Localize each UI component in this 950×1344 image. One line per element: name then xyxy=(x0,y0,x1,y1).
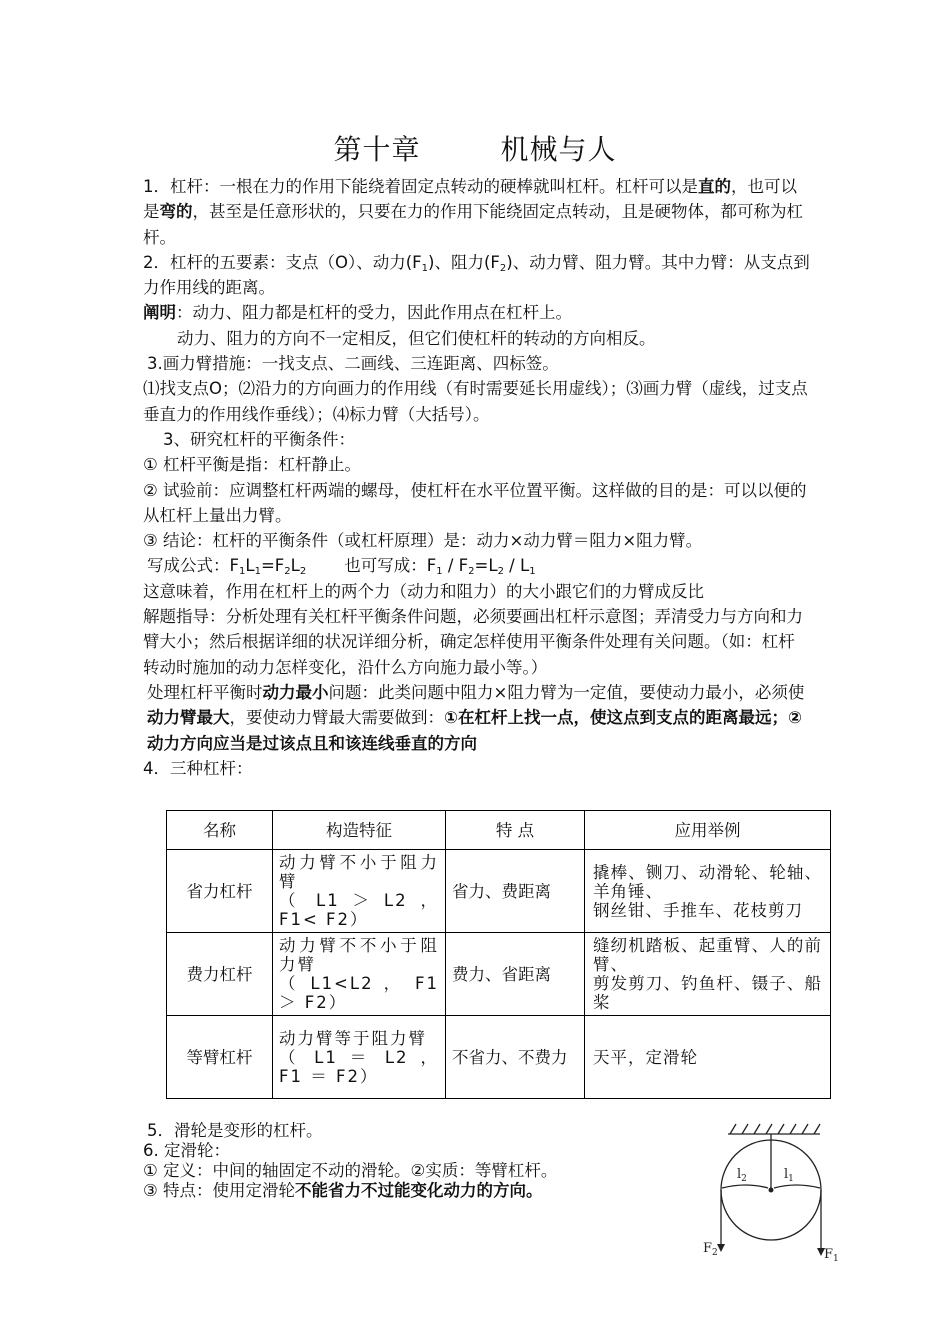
solving-guide: 解题指导：分析处理有关杠杆平衡条件问题，必须要画出杠杆示意图；弄清受力与方向和力臂大小；然后根据详细的状况详细分析，确定怎样使用平衡条件处理有关问题。（如：杠杆转动时施加的动力怎样变化，沿什么方向施力最小等。） xyxy=(143,607,803,677)
pulley-lever-note: 5．滑轮是变形的杠杆。 xyxy=(147,1121,323,1140)
table-header-row xyxy=(167,811,831,850)
lever-feature: 费力、省距离 xyxy=(446,933,585,1016)
lever-types-table xyxy=(166,810,831,1099)
minimum-force-rule: 处理杠杆平衡时动力最小问题：此类问题中阻力×阻力臂为一定值，要使动力最小，必须使动力臂最大，要使动力臂最大需要做到：①在杠杆上找一点，使这点到支点的距离最远；②动力方向应当是过该点且和该连线垂直的方向 xyxy=(147,682,805,753)
fixed-pulley-heading: 6. 定滑轮： xyxy=(143,1141,230,1160)
arm-drawing-heading: 3.画力臂措施：一找支点、二画线、三连距离、四标签。 xyxy=(147,354,559,374)
balance-formula: 写成公式：$F_1L_1=F_2L_2$ 也可写成：$F_1 / F_2=L_2 / L_1$ xyxy=(147,556,536,578)
lever-examples: 撬棒、铡刀、动滑轮、轮轴、羊角锤、 钢丝钳、手推车、花枝剪刀 xyxy=(585,850,831,933)
chapter-name: 机械与人 xyxy=(500,133,617,166)
body-text xyxy=(143,174,811,781)
lever-structure: 动力臂不小于阻力臂 （ L1 ＞ L2 ， F1< F2） xyxy=(273,850,446,933)
table-row xyxy=(167,933,831,1016)
arm-l1-label: $l_1$ xyxy=(784,1167,794,1184)
explanation-line-2: 动力、阻力的方向不一定相反，但它们使杠杆的转动的方向相反。 xyxy=(177,328,656,348)
fixed-pulley-diagram xyxy=(700,1118,850,1268)
lever-name: 费力杠杆 xyxy=(167,933,273,1016)
header-use: 应用举例 xyxy=(585,811,831,850)
table-row xyxy=(167,1016,831,1099)
explanation-line-1: 阐明：动力、阻力都是杠杆的受力，因此作用点在杠杆上。 xyxy=(143,303,572,323)
inverse-proportion-note: 这意味着，作用在杠杆上的两个力（动力和阻力）的大小跟它们的力臂成反比 xyxy=(143,581,704,601)
pulley-section xyxy=(143,1121,723,1201)
lever-definition: 1．杠杆：一根在力的作用下能绕着固定点转动的硬棒就叫杠杆。杠杆可以是直的，也可以是弯的，甚至是任意形状的，只要在力的作用下能绕固定点转动，且是硬物体，都可称为杠杆。 xyxy=(143,177,803,247)
lever-examples: 缝纫机踏板、起重臂、人的前臂、 剪发剪刀、钓鱼杆、镊子、船桨 xyxy=(585,933,831,1016)
research-item-2: ② 试验前：应调整杠杆两端的螺母，使杠杆在水平位置平衡。这样做的目的是：可以以便的从杠杆上量出力臂。 xyxy=(143,480,807,525)
header-name: 名称 xyxy=(167,811,273,850)
chapter-title xyxy=(0,128,950,168)
lever-feature: 不省力、不费力 xyxy=(446,1016,585,1099)
five-elements: 2．杠杆的五要素：支点（O）、动力$(F_1)$、阻力$(F_2)$、动力臂、阻力臂。其中力臂：从支点到力作用线的距离。 xyxy=(143,252,810,298)
chapter-number: 第十章 xyxy=(333,133,421,166)
lever-name: 省力杠杆 xyxy=(167,850,273,933)
research-heading: 3、研究杠杆的平衡条件： xyxy=(163,429,355,449)
three-levers-heading: 4．三种杠杆： xyxy=(143,758,253,778)
lever-name: 等臂杠杆 xyxy=(167,1016,273,1099)
lever-examples: 天平，定滑轮 xyxy=(585,1016,831,1099)
arm-l2-label: $l_2$ xyxy=(737,1167,747,1184)
force-f2-label: $F_2$ xyxy=(703,1241,718,1258)
arm-drawing-steps: ⑴找支点O；⑵沿力的方向画力的作用线（有时需要延长用虚线）；⑶画力臂（虚线，过支点垂直力的作用线作垂线）；⑷标力臂（大括号）。 xyxy=(143,379,808,424)
research-item-3: ③ 结论：杠杆的平衡条件（或杠杆原理）是：动力×动力臂＝阻力×阻力臂。 xyxy=(143,531,703,551)
lever-feature: 省力、费距离 xyxy=(446,850,585,933)
force-f1-label: $F_1$ xyxy=(824,1247,839,1264)
lever-structure: 动力臂等于阻力臂 （ L1 ＝ L2 ， F1 ＝ F2） xyxy=(273,1016,446,1099)
header-structure: 构造特征 xyxy=(273,811,446,850)
fixed-pulley-definition: ① 定义：中间的轴固定不动的滑轮。②实质：等臂杠杆。 xyxy=(143,1161,558,1180)
header-feature: 特 点 xyxy=(446,811,585,850)
table-row xyxy=(167,850,831,933)
fixed-pulley-feature: ③ 特点：使用定滑轮不能省力不过能变化动力的方向。 xyxy=(143,1181,543,1200)
lever-structure: 动力臂不不小于阻力臂 （ L1<L2 ， F1 ＞ F2） xyxy=(273,933,446,1016)
research-item-1: ① 杠杆平衡是指：杠杆静止。 xyxy=(143,455,362,475)
